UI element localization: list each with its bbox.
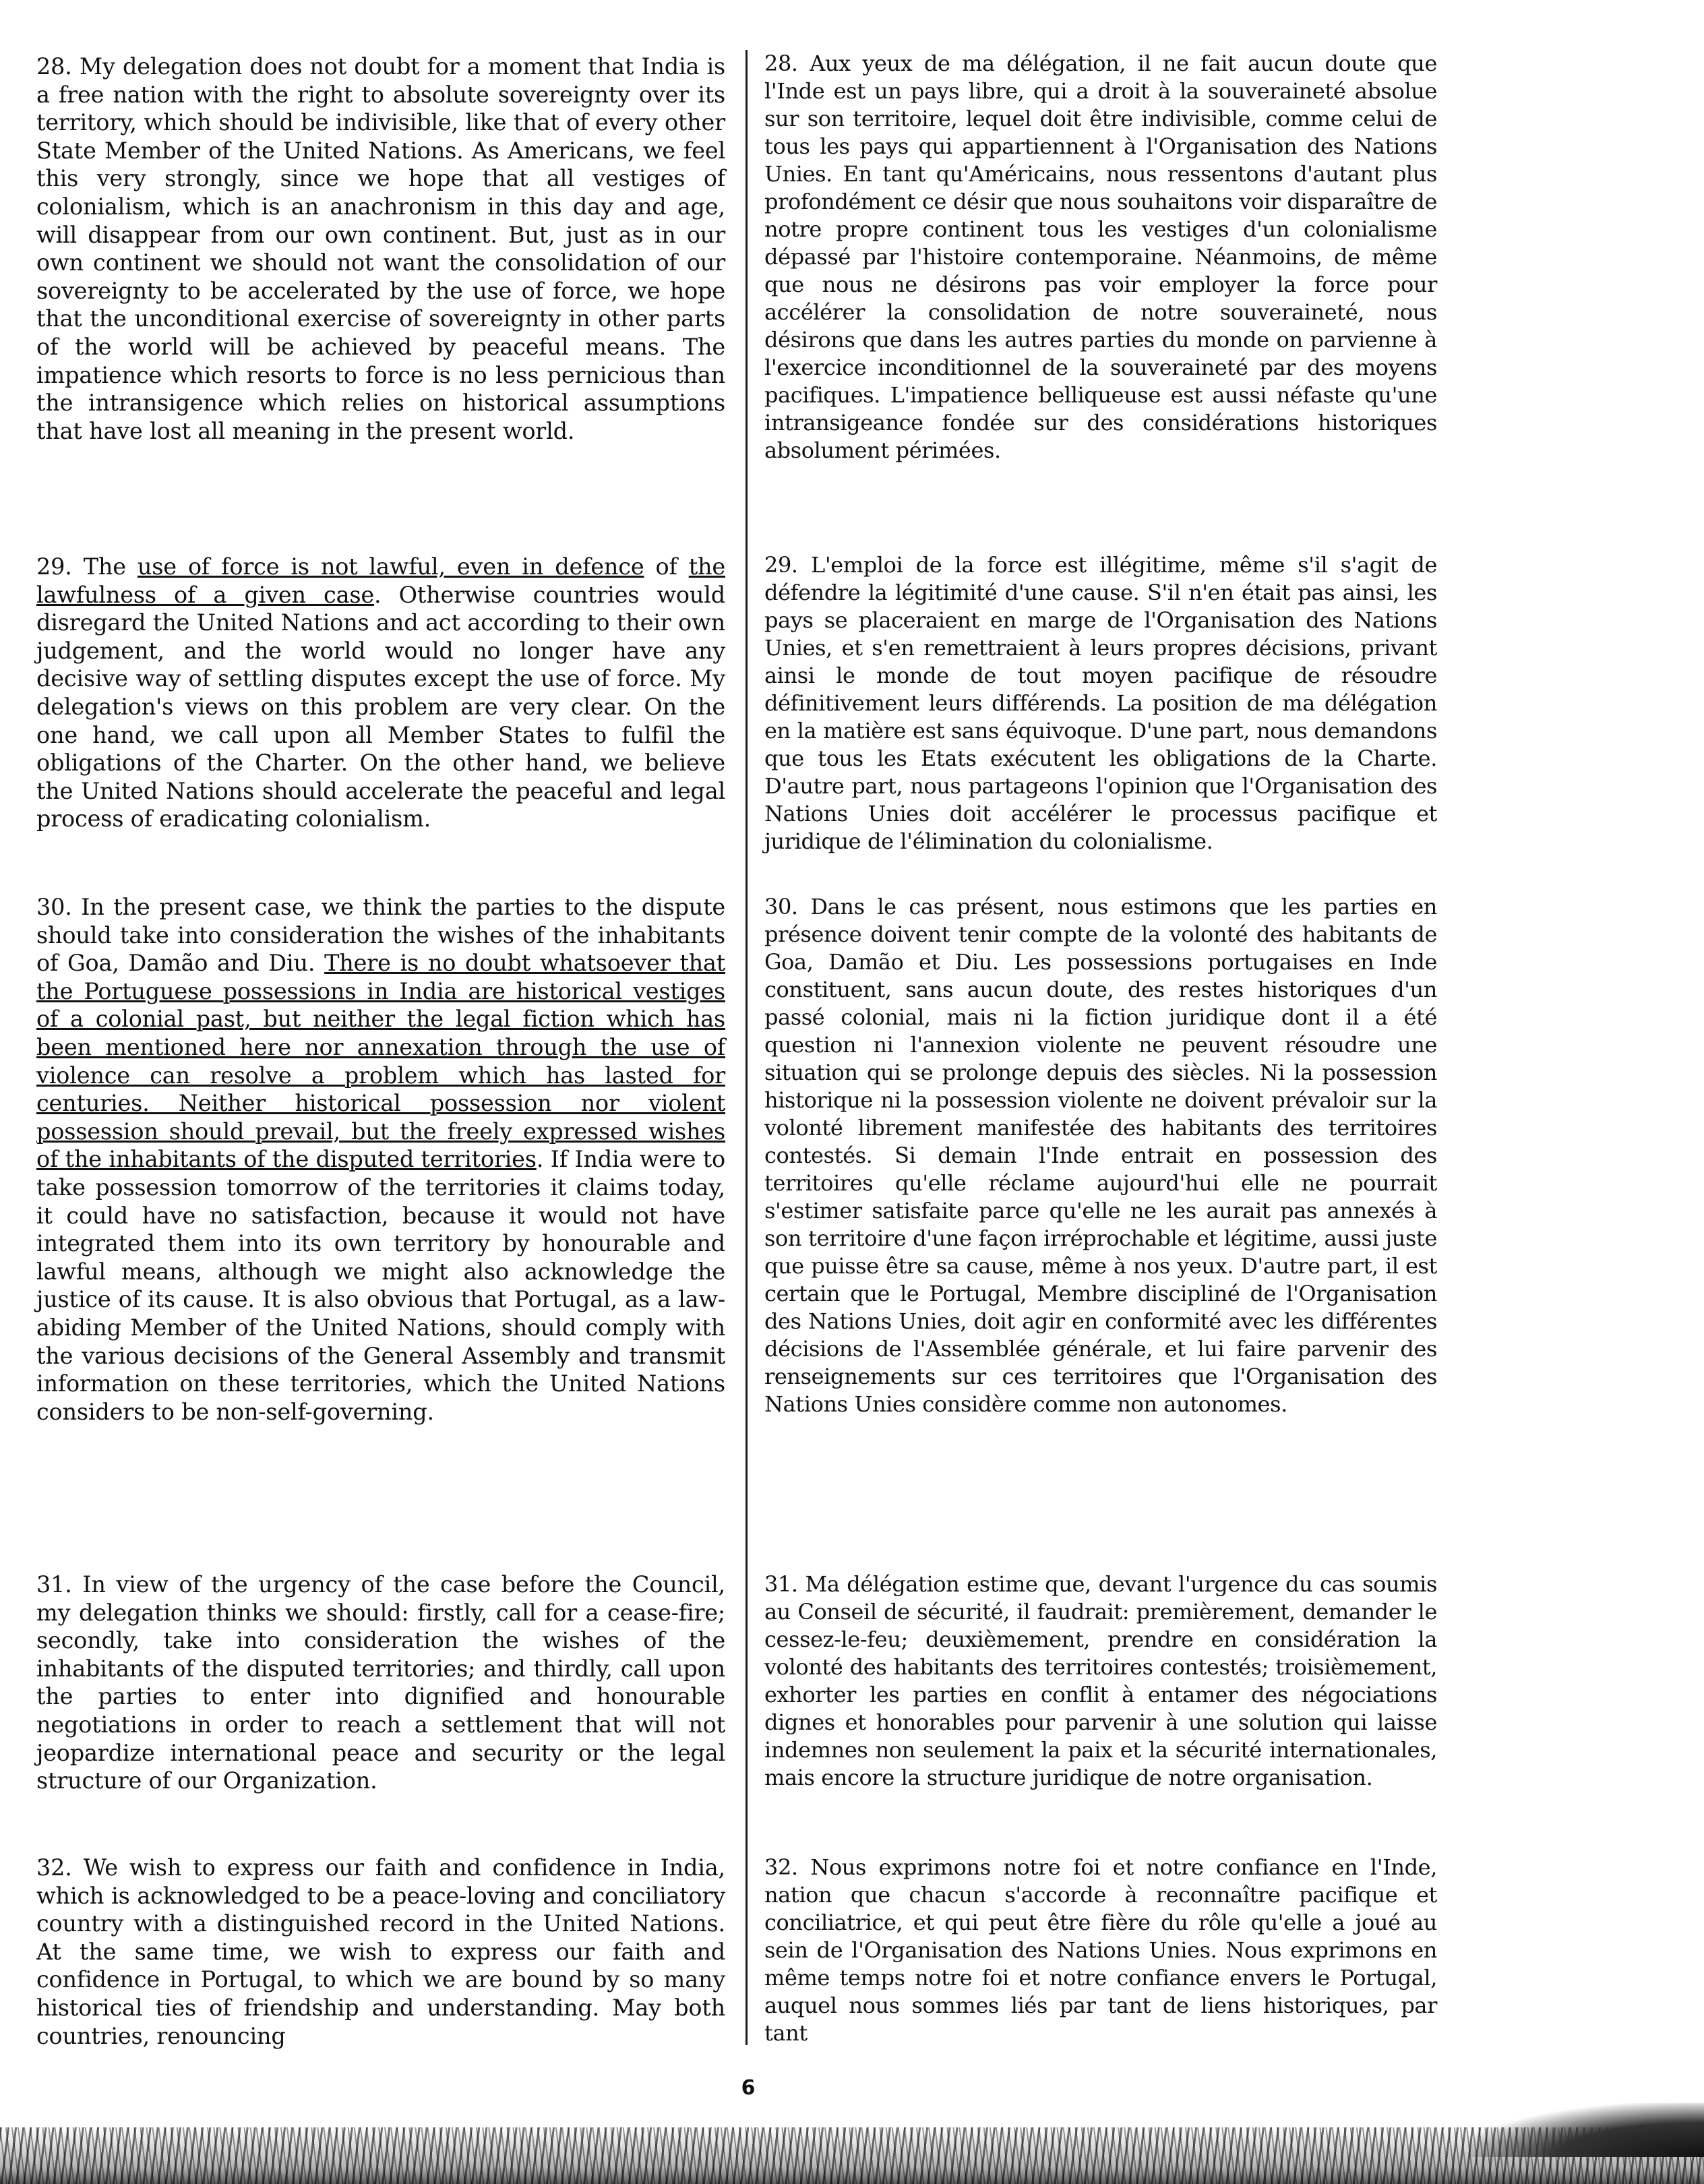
french-paragraph-32: 32. Nous exprimons notre foi et notre confiance en l'Inde, nation que chacun s'accorde à reconnaître pacifique et conciliatrice, et qui peut être fière du rôle qu'elle a joué au sein de l'Organisation des Nations Unies. Nous exprimons en même temps notre foi et notre confiance envers le Portugal, auquel nous sommes liés par tant de liens historiques, par tant	[764, 1854, 1437, 2046]
english-paragraph-30-rest: . If India were to take possession tomorrow of the territories it claims today, it could have no satisfaction, because it would not have integrated them into its own territory by honourable and lawful means, although we might also acknowledge the justice of its cause. It is also obvious that Portugal, as a law-abiding Member of the United Nations, should comply with the various decisions of the General Assembly and transmit information on these territories, which the United Nations considers to be non-self-governing.	[36, 1146, 725, 1425]
underlined-passage: There is no doubt whatsoever that the Portuguese possessions in India are historical vestiges of a colonial past, but neither the legal fiction which has been mentioned here nor annexation through the use of violence can resolve a problem which has lasted for centuries. Neither historical possession nor violent possession should prevail, but the freely expressed wishes of the inhabitants of the disputed territories	[36, 950, 725, 1173]
french-paragraph-30: 30. Dans le cas présent, nous estimons que les parties en présence doivent tenir compte de la volonté des habitants de Goa, Damão et Diu. Les possessions portugaises en Inde constituent, sans aucun doute, des restes historiques d'un passé colonial, mais ni la fiction juridique dont il a été question ni l'annexion violente ne peuvent résoudre une situation qui se prolonge depuis des siècles. Ni la possession historique ni la possession violente ne doivent prévaloir sur la volonté librement manifestée des habitants des territoires contestés. Si demain l'Inde entrait en possession des territoires qu'elle réclame aujourd'hui elle ne pourrait s'estimer satisfaite parce qu'elle ne les aurait pas annexés à son territoire d'une façon irréprochable et légitime, aussi juste que puisse être sa cause, même à nos yeux. D'autre part, il est certain que le Portugal, Membre discipliné de l'Organisation des Nations Unies, doit agir en conformité avec les différentes décisions de l'Assemblée générale, et lui faire parvenir des renseignements sur ces territoires que l'Organisation des Nations Unies considère comme non autonomes.	[764, 894, 1437, 1417]
underlined-phrase: use of force is not lawful, even in defence	[137, 553, 644, 580]
page-number: 6	[741, 2076, 756, 2100]
french-paragraph-31: 31. Ma délégation estime que, devant l'urgence du cas soumis au Conseil de sécurité, il faudrait: premièrement, demander le cessez-le-feu; deuxièmement, prendre en considération la volonté des habitants des territoires contestés; troisièmement, exhorter les parties en conflit à entamer des négociations dignes et honorables pour parvenir à une solution qui laisse indemnes non seulement la paix et la sécurité internationales, mais encore la structure juridique de notre organisation.	[764, 1571, 1437, 1790]
english-paragraph-29-mid: of	[644, 553, 689, 580]
english-paragraph-31: 31. In view of the urgency of the case before the Council, my delegation thinks we should: firstly, call for a cease-fire; secondly, take into consideration the wishes of the inhabitants of the disputed territories; and thirdly, call upon the parties to enter into dignified and honourable negotiations in order to reach a settlement that will not jeopardize international peace and security or the legal structure of our Organization.	[36, 1571, 725, 1794]
english-paragraph-29	[36, 553, 725, 833]
scan-corner-shadow	[1469, 2103, 1704, 2157]
english-paragraph-32: 32. We wish to express our faith and confidence in India, which is acknowledged to be a peace-loving and conciliatory country with a distinguished record in the United Nations. At the same time, we wish to express our faith and confidence in Portugal, to which we are bound by so many historical ties of friendship and understanding. May both countries, renouncing	[36, 1854, 725, 2049]
english-paragraph-29-rest: . Otherwise countries would disregard the United Nations and act according to their own judgement, and the world would no longer have any decisive way of settling disputes except the use of force. My delegation's views on this problem are very clear. On the one hand, we call upon all Member States to fulfil the obligations of the Charter. On the other hand, we believe the United Nations should accelerate the peaceful and legal process of eradicating colonialism.	[36, 581, 725, 832]
underlined-phrase: the lawfulness of a given case	[36, 553, 725, 608]
english-paragraph-30-start: 30. In the present case, we think the parties to the dispute should take into consideration the wishes of the inhabitants of Goa, Damão and Diu.	[36, 894, 725, 977]
english-paragraph-28: 28. My delegation does not doubt for a moment that India is a free nation with the right to absolute sovereignty over its territory, which should be indivisible, like that of every other State Member of the United Nations. As Americans, we feel this very strongly, since we hope that all vestiges of colonialism, which is an anachronism in this day and age, will disappear from our own continent. But, just as in our own continent we should not want the consolidation of our sovereignty to be accelerated by the use of force, we hope that the unconditional exercise of sovereignty in other parts of the world will be achieved by peaceful means. The impatience which resorts to force is no less pernicious than the intransigence which relies on historical assumptions that have lost all meaning in the present world.	[36, 53, 725, 444]
french-paragraph-28: 28. Aux yeux de ma délégation, il ne fait aucun doute que l'Inde est un pays libre, qui a droit à la souveraineté absolue sur son territoire, lequel doit être indivisible, comme celui de tous les pays qui appartiennent à l'Organisation des Nations Unies. En tant qu'Américains, nous ressentons d'autant plus profondément ce désir que nous souhaitons voir disparaître de notre propre continent tous les vestiges d'un colonialisme dépassé par l'histoire contemporaine. Néanmoins, de même que nous ne désirons pas voir employer la force pour accélérer la consolidation de notre souveraineté, nous désirons que dans les autres parties du monde on parvienne à l'exercice inconditionnel de la souveraineté par des moyens pacifiques. L'impatience belliqueuse est aussi néfaste qu'une intransigeance fondée sur des considérations historiques absolument périmées.	[764, 51, 1437, 463]
column-divider	[746, 50, 748, 2045]
scan-edge-smudge	[0, 2127, 1704, 2184]
english-paragraph-29-start: 29. The	[36, 553, 138, 580]
french-paragraph-29: 29. L'emploi de la force est illégitime, même s'il s'agit de défendre la légitimité d'une cause. S'il n'en était pas ainsi, les pays se placeraient en marge de l'Organisation des Nations Unies, et s'en remettraient à leurs propres décisions, privant ainsi le monde de tout moyen pacifique de résoudre définitivement leurs différends. La position de ma délégation en la matière est sans équivoque. D'une part, nous demandons que tous les Etats exécutent les obligations de la Charte. D'autre part, nous partageons l'opinion que l'Organisation des Nations Unies doit accélérer le processus pacifique et juridique de l'élimination du colonialisme.	[764, 552, 1437, 854]
english-paragraph-30	[36, 893, 725, 1426]
